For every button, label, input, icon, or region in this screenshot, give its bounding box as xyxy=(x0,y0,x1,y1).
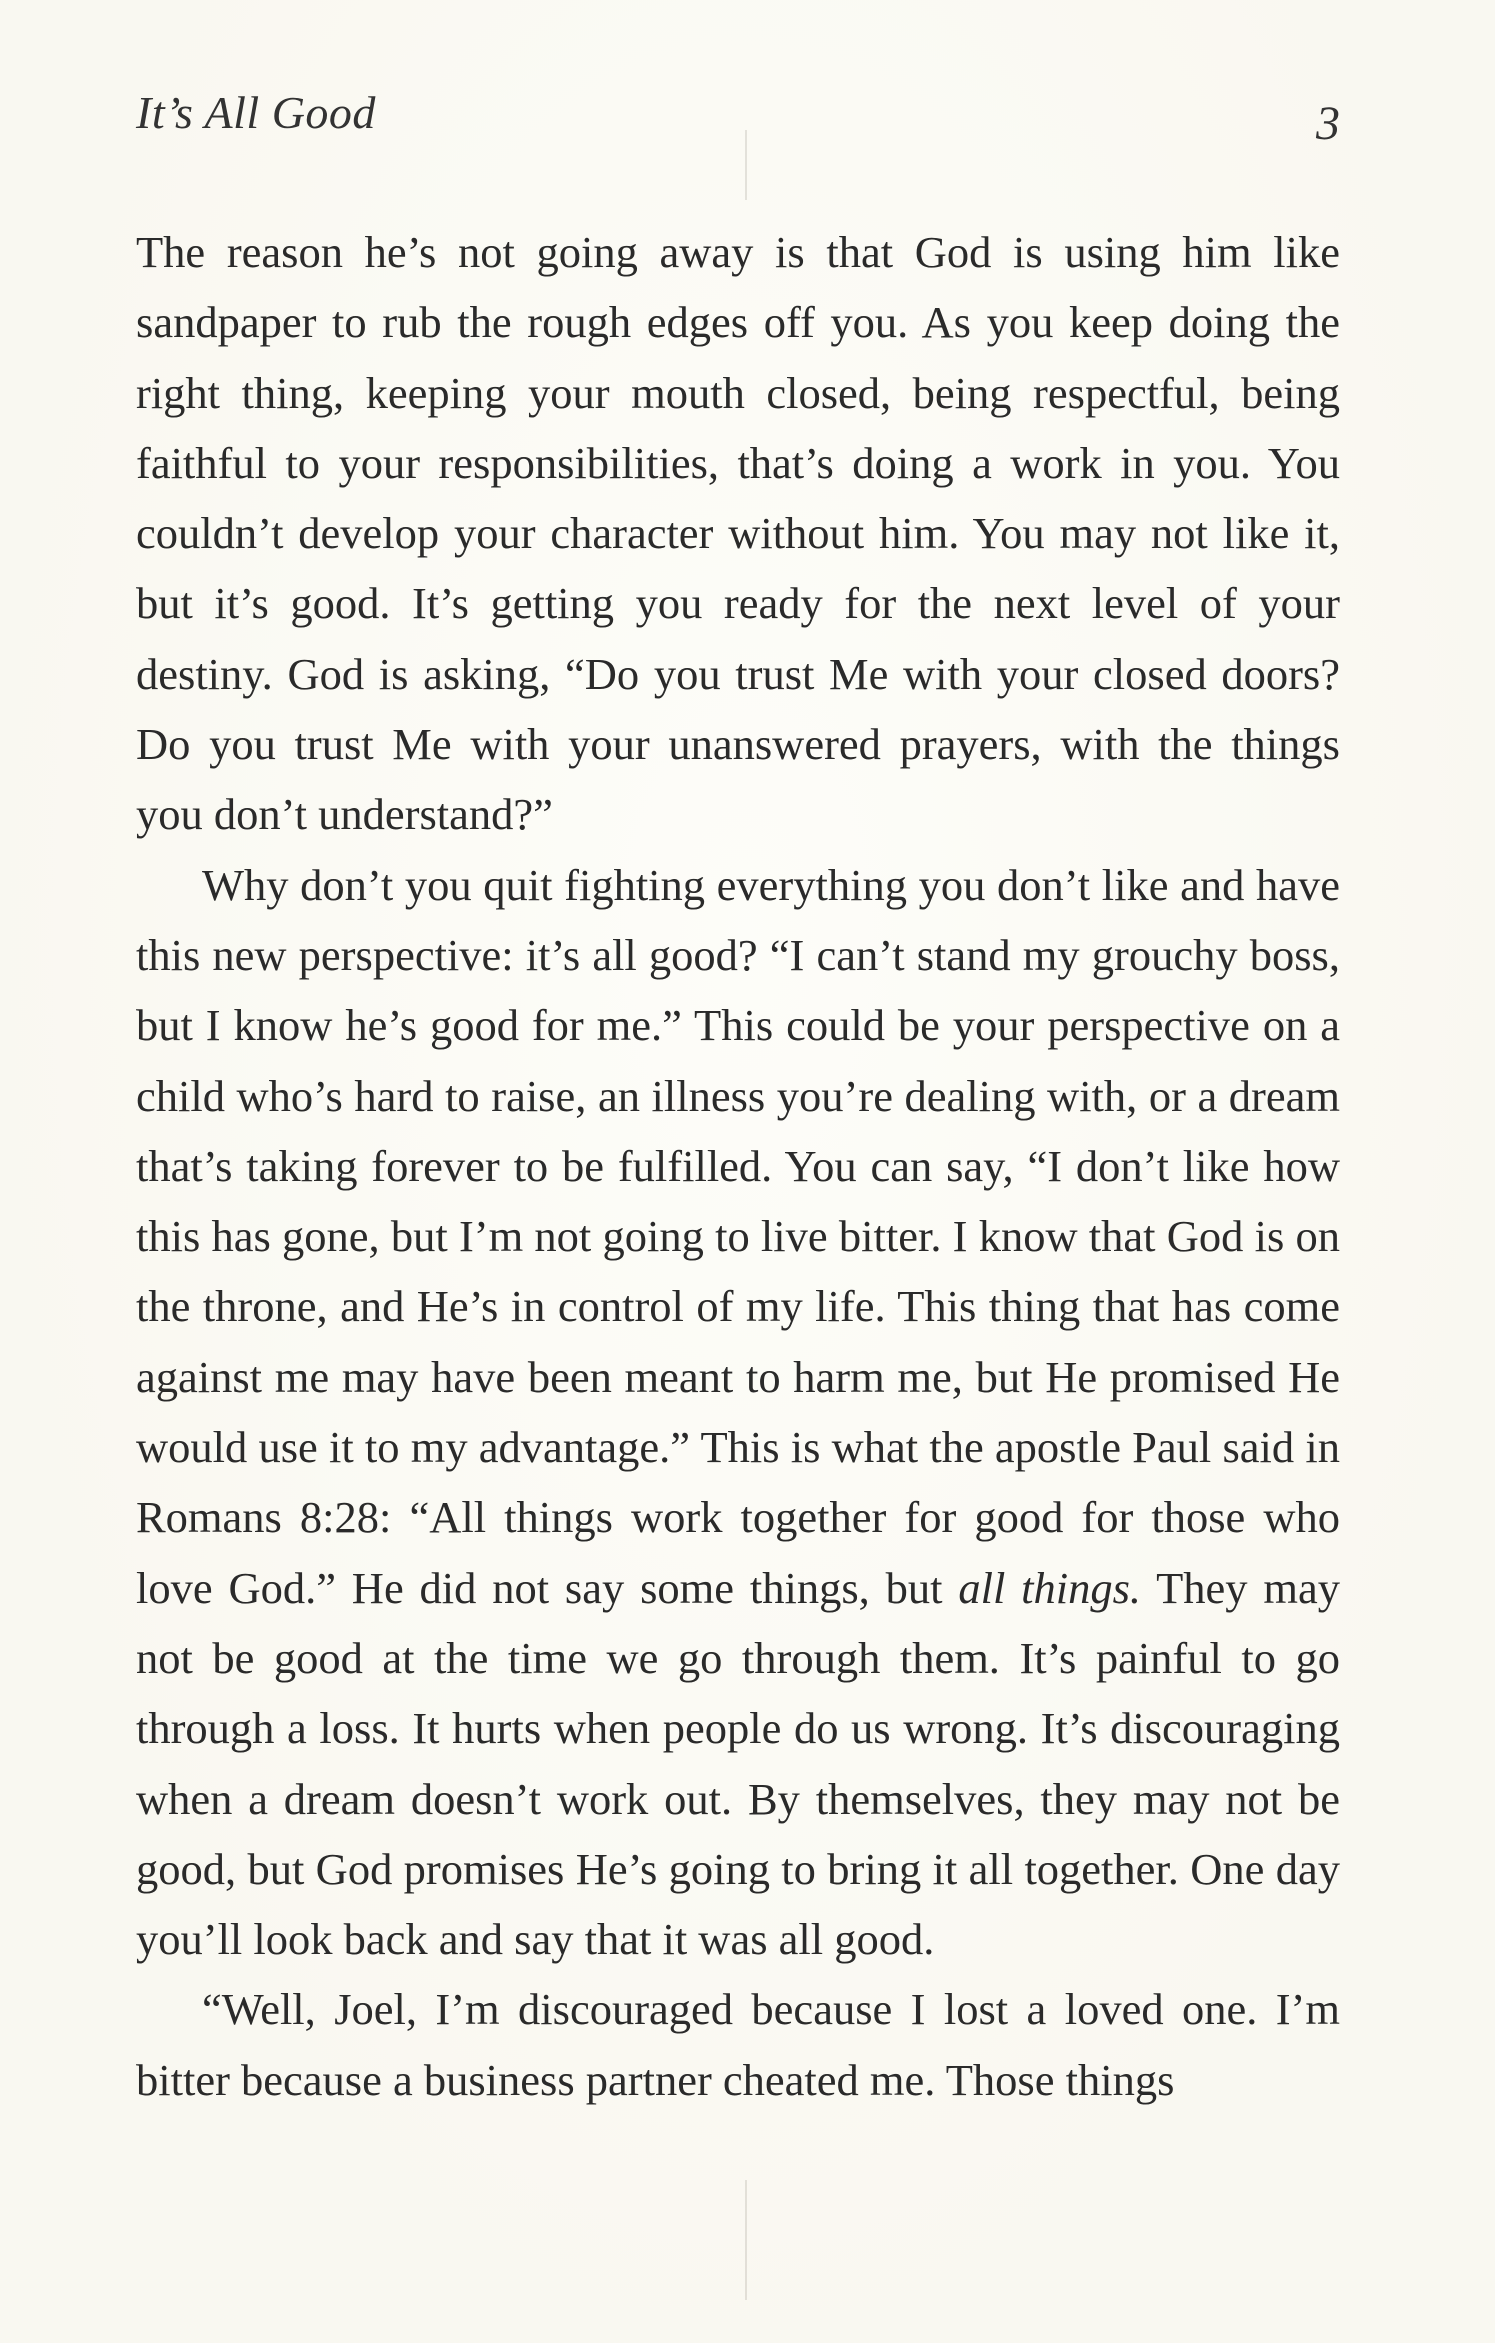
italic-emphasis: all things. xyxy=(958,1562,1142,1613)
scan-artifact-line xyxy=(745,130,747,200)
paragraph-1 xyxy=(136,217,1340,850)
page-number: 3 xyxy=(1316,97,1340,150)
running-head-title: It’s All Good xyxy=(136,87,376,138)
paragraph-text: “Well, Joel, I’m discouraged because I lost a loved one. I’m bitter because a business partner cheated me. Those things xyxy=(136,1984,1340,2105)
paragraph-text: The reason he’s not going away is that God is using him like sandpaper to rub the rough edges off you. As you keep doing the right thing, keeping your mouth closed, being respectful, being faithful to your responsibilities, that’s doing a work in you. You couldn’t develop your character without him. You may not like it, but it’s good. It’s getting you ready for the next level of your destiny. God is asking, “Do you trust Me with your closed doors? Do you trust Me with your unanswered prayers, with the things you don’t understand?” xyxy=(136,227,1340,840)
body-text xyxy=(136,217,1340,2115)
paragraph-text: They may not be good at the time we go through them. It’s painful to go through a loss. It hurts when people do us wrong. It’s discouraging when a dream doesn’t work out. By themselves, they may not be good, but God promises He’s going to bring it all together. One day you’ll look back and say that it was all good. xyxy=(136,1562,1340,1965)
scan-artifact-line xyxy=(745,2180,747,2300)
paragraph-2 xyxy=(136,850,1340,1975)
paragraph-3 xyxy=(136,1974,1340,2115)
paragraph-text: Why don’t you quit fighting everything you don’t like and have this new perspective: it’s all good? “I can’t stand my grouchy boss, but I know he’s good for me.” This could be your perspective on a child who’s hard to raise, an illness you’re dealing with, or a dream that’s taking forever to be fulfilled. You can say, “I don’t like how this has gone, but I’m not going to live bitter. I know that God is on the throne, and He’s in control of my life. This thing that has come against me may have been meant to harm me, but He promised He would use it to my advantage.” This is what the apostle Paul said in Romans 8:28: “All things work together for good for those who love God.” He did not say some things, but xyxy=(136,859,1340,1613)
